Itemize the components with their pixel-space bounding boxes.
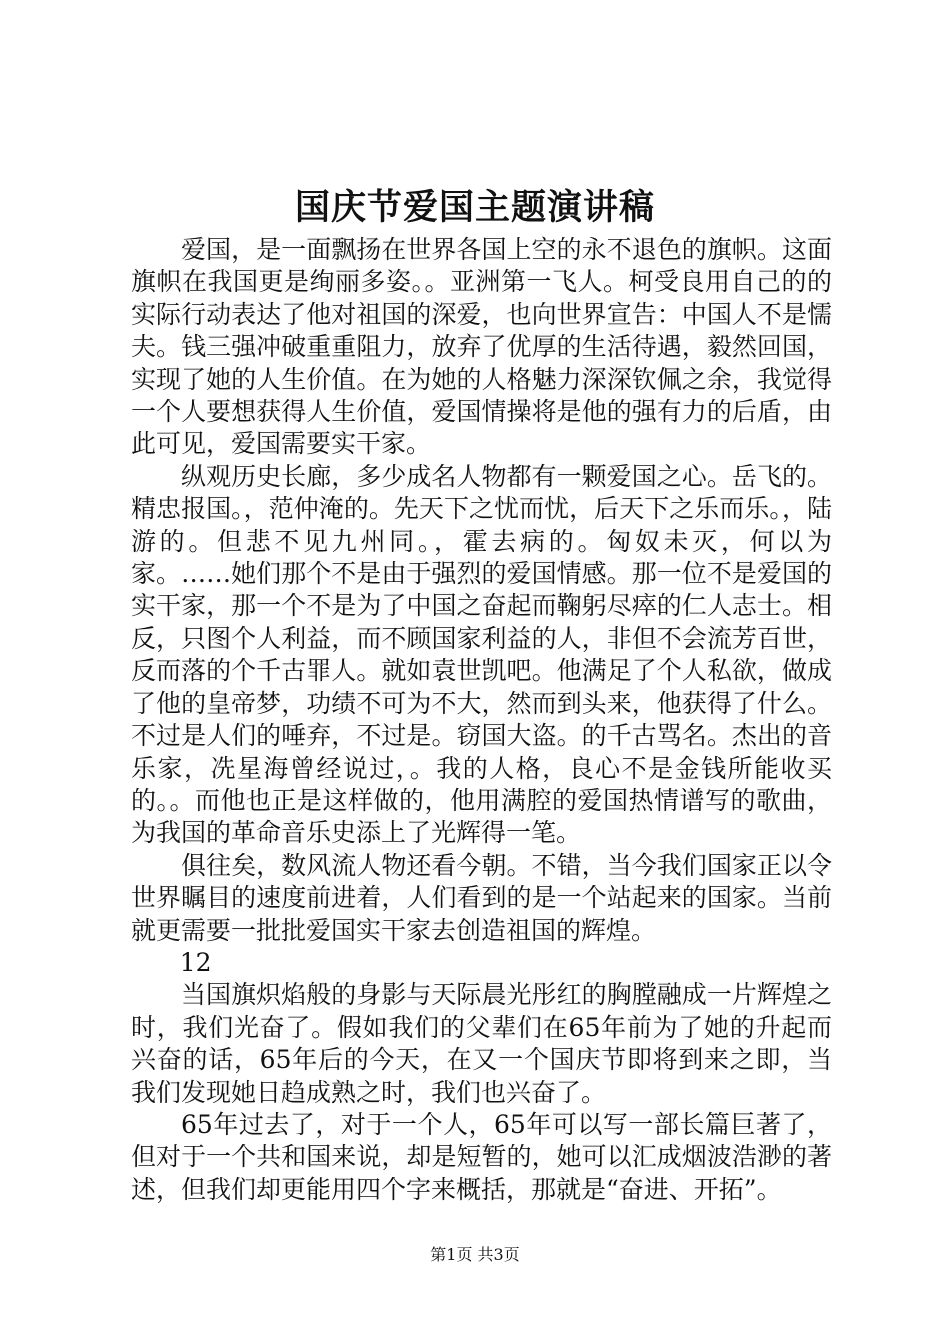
paragraph-3: 俱往矣，数风流人物还看今朝。不错，当今我们国家正以令世界瞩目的速度前进着，人们看到的是一个站起来的国家。当前就更需要一批批爱国实干家去创造祖国的辉煌。 <box>131 850 832 945</box>
paragraph-2: 纵观历史长廊，多少成名人物都有一颗爱国之心。岳飞的。精忠报国。，范仲淹的。先天下之忧而忧，后天下之乐而乐。，陆游的。但悲不见九州同。，霍去病的。匈奴未灭，何以为家。……她们那个不是由于强烈的爱国情感。那一位不是爱国的实干家，那一个不是为了中国之奋起而鞠躬尽瘁的仁人志士。相反，只图个人利益，而不顾国家利益的人，非但不会流芳百世，反而落的个千古罪人。就如袁世凯吧。他满足了个人私欲，做成了他的皇帝梦，功绩不可为不大，然而到头来，他获得了什么。不过是人们的唾弃，不过是。窃国大盗。的千古骂名。杰出的音乐家，冼星海曾经说过，。我的人格，良心不是金钱所能收买的。。而他也正是这样做的，他用满腔的爱国热情谱写的歌曲，为我国的革命音乐史添上了光辉得一笔。 <box>131 461 832 848</box>
page-footer: 第1页 共3页 <box>430 1245 520 1264</box>
paragraph-number: 12 <box>179 947 212 977</box>
document-title: 国庆节爱国主题演讲稿 <box>294 188 655 228</box>
paragraph-4: 当国旗炽焰般的身影与天际晨光彤红的胸膛融成一片辉煌之时，我们光奋了。假如我们的父辈们在65年前为了她的升起而兴奋的话，65年后的今天，在又一个国庆节即将到来之即，当我们发现她日趋成熟之时，我们也兴奋了。 <box>131 980 832 1107</box>
document-body <box>131 234 832 1206</box>
paragraph-5: 65年过去了，对于一个人，65年可以写一部长篇巨著了，但对于一个共和国来说，却是短暂的，她可以汇成烟波浩渺的著述，但我们却更能用四个字来概括，那就是“奋进、开拓”。 <box>131 1109 832 1204</box>
paragraph-1: 爱国，是一面飘扬在世界各国上空的永不退色的旗帜。这面旗帜在我国更是绚丽多姿。。亚洲第一飞人。柯受良用自己的的实际行动表达了他对祖国的深爱，也向世界宣告：中国人不是懦夫。钱三强冲破重重阻力，放弃了优厚的生活待遇，毅然回国，实现了她的人生价值。在为她的人格魅力深深钦佩之余，我觉得一个人要想获得人生价值，爱国情操将是他的强有力的后盾，由此可见，爱国需要实干家。 <box>131 235 832 459</box>
